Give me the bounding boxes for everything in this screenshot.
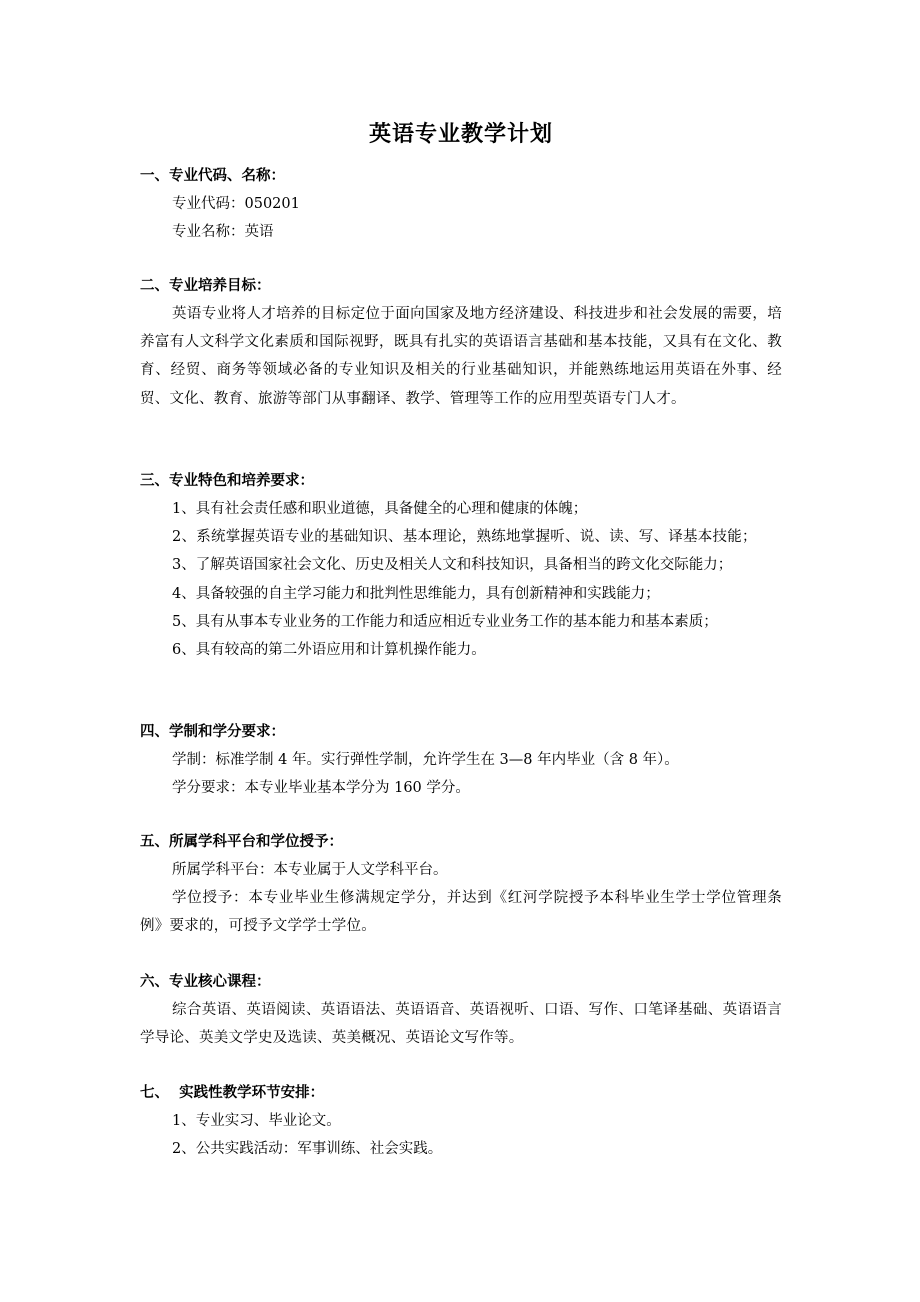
section-discipline-degree: [140, 828, 782, 941]
requirement-item: 1、具有社会责任感和职业道德，具备健全的心理和健康的体魄；: [172, 501, 588, 517]
major-code-line: 专业代码：050201: [172, 196, 300, 212]
section-heading: 二、专业培养目标：: [140, 278, 271, 294]
major-name-line: 专业名称：英语: [172, 224, 274, 241]
section-heading: 六、专业核心课程：: [140, 974, 271, 990]
section-heading: 四、学制和学分要求：: [140, 724, 285, 740]
requirement-item: 4、具备较强的自主学习能力和批判性思维能力，具有创新精神和实践能力；: [172, 585, 660, 602]
section-training-goal: [140, 272, 782, 413]
requirement-item: 2、系统掌握英语专业的基础知识、基本理论，熟练地掌握听、说、读、写、译基本技能；: [172, 529, 757, 546]
document-title: 英语专业教学计划: [368, 122, 553, 147]
section-practice: [140, 1079, 782, 1163]
section-heading: 一、专业代码、名称：: [140, 168, 285, 184]
practice-item: 1、专业实习、毕业论文。: [172, 1113, 341, 1129]
section-core-courses: [140, 968, 782, 1052]
section-duration-credits: [140, 718, 782, 802]
section-major-code: [140, 162, 782, 246]
section-heading: 五、所属学科平台和学位授予：: [140, 834, 343, 850]
practice-item: 2、公共实践活动：军事训练、社会实践。: [172, 1141, 443, 1158]
requirement-item: 5、具有从事本专业业务的工作能力和适应相近专业业务工作的基本能力和基本素质；: [172, 613, 718, 630]
requirement-item: 3、了解英语国家社会文化、历史及相关人文和科技知识，具备相当的跨文化交际能力；: [172, 557, 733, 574]
discipline-platform-line: 所属学科平台：本专业属于人文学科平台。: [172, 862, 448, 878]
requirement-item: 6、具有较高的第二外语应用和计算机操作能力。: [172, 642, 486, 659]
training-goal-paragraph: 英语专业将人才培养的目标定位于面向国家及地方经济建设、科技进步和社会发展的需要，培养富有人文科学文化素质和国际视野，既具有扎实的英语语言基础和基本技能，又具有在文化、教育、经贸、商务等领域必备的专业知识及相关的行业基础知识，并能熟练地运用英语在外事、经贸、文化、教育、旅游等部门从事翻译、教学、管理等工作的应用型英语专门人才。: [140, 306, 782, 407]
duration-line: 学制：标准学制 4 年。实行弹性学制，允许学生在 3—8 年内毕业（含 8 年）。: [172, 752, 679, 768]
section-features-requirements: [140, 467, 782, 664]
credits-line: 学分要求：本专业毕业基本学分为 160 学分。: [172, 780, 470, 797]
degree-paragraph: 学位授予：本专业毕业生修满规定学分，并达到《红河学院授予本科毕业生学士学位管理条例》要求的，可授予文学学士学位。: [140, 890, 782, 935]
core-courses-paragraph: 综合英语、英语阅读、英语语法、英语语音、英语视听、口语、写作、口笔译基础、英语语言学导论、英美文学史及选读、英美概况、英语论文写作等。: [140, 1002, 782, 1047]
section-heading: 三、专业特色和培养要求：: [140, 473, 314, 489]
section-heading: 七、 实践性教学环节安排：: [140, 1085, 325, 1101]
